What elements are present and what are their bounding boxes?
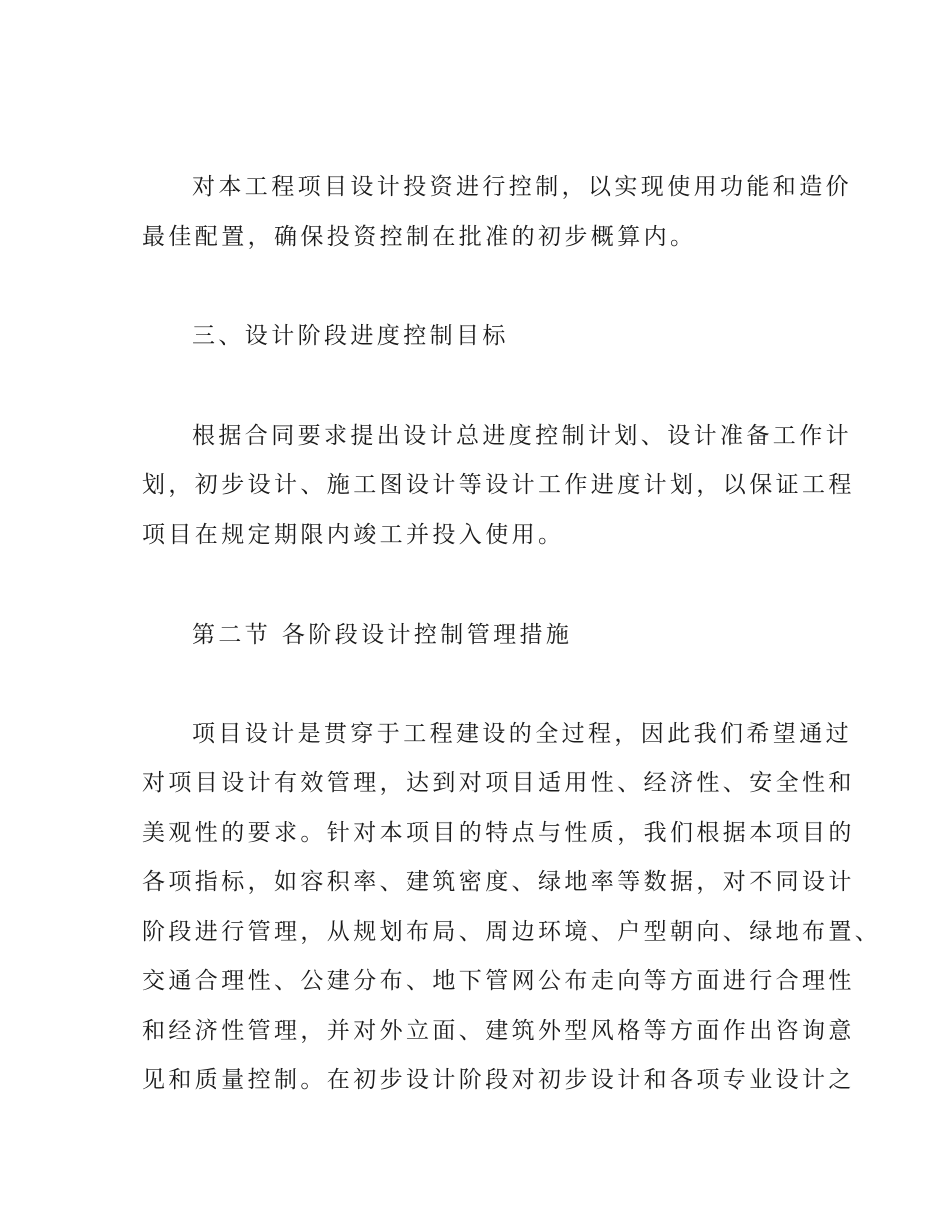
- paragraph-line: 美观性的要求。针对本项目的特点与性质，我们根据本项目的: [142, 820, 855, 846]
- paragraph-line: 最佳配置，确保投资控制在批准的初步概算内。: [142, 224, 697, 250]
- paragraph-line: 交通合理性、公建分布、地下管网公布走向等方面进行合理性: [142, 968, 855, 994]
- paragraph-line: 项目设计是贯穿于工程建设的全过程，因此我们希望通过: [192, 721, 852, 747]
- section-heading: 第二节 各阶段设计控制管理措施: [192, 622, 573, 648]
- paragraph-line: 和经济性管理，并对外立面、建筑外型风格等方面作出咨询意: [142, 1018, 855, 1044]
- paragraph-line: 各项指标，如容积率、建筑密度、绿地率等数据，对不同设计: [142, 869, 855, 895]
- paragraph-line: 阶段进行管理，从规划布局、周边环境、户型朝向、绿地布置、: [142, 919, 882, 945]
- section-heading: 三、设计阶段进度控制目标: [192, 323, 509, 349]
- paragraph-line: 对本工程项目设计投资进行控制，以实现使用功能和造价: [192, 174, 852, 200]
- paragraph-line: 见和质量控制。在初步设计阶段对初步设计和各项专业设计之: [142, 1067, 855, 1093]
- paragraph-line: 对项目设计有效管理，达到对项目适用性、经济性、安全性和: [142, 770, 855, 796]
- paragraph-line: 根据合同要求提出设计总进度控制计划、设计准备工作计: [192, 423, 852, 449]
- paragraph-line: 项目在规定期限内竣工并投入使用。: [142, 522, 565, 548]
- paragraph-line: 划，初步设计、施工图设计等设计工作进度计划，以保证工程: [142, 472, 855, 498]
